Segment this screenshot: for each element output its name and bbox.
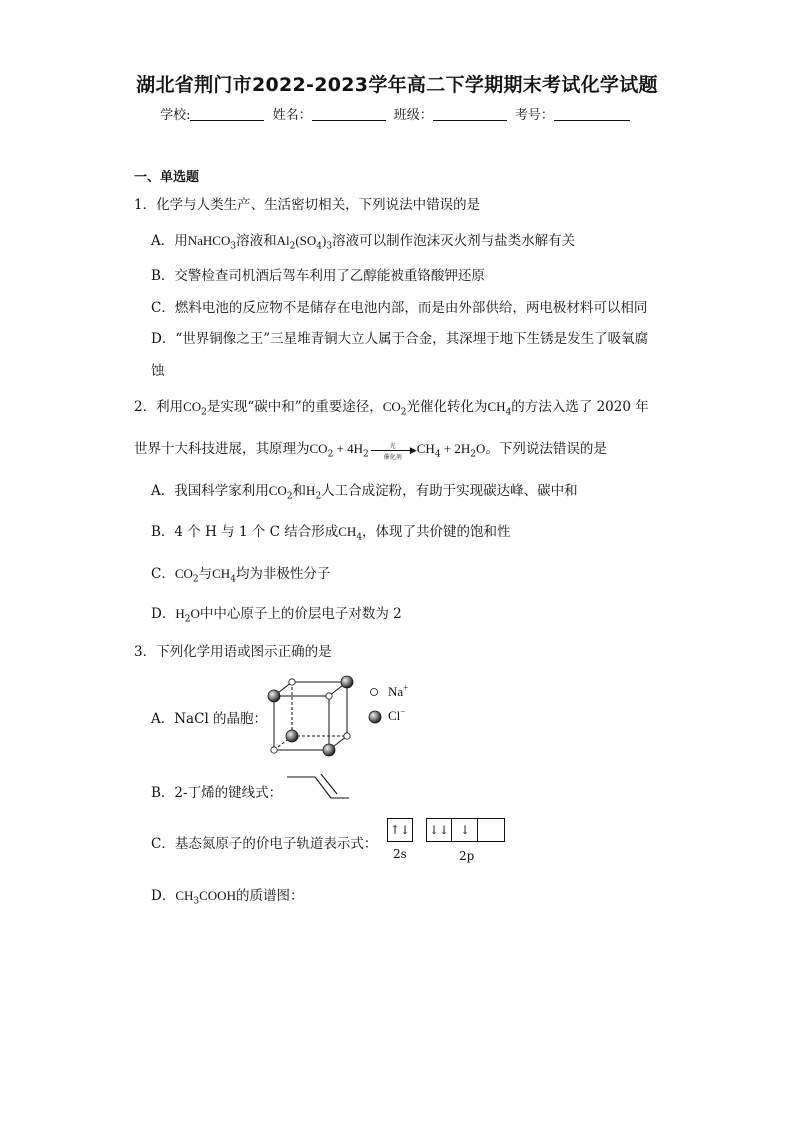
arrow-condition-bottom: 催化剂 xyxy=(383,453,402,461)
arrow-head-icon: ▶ xyxy=(409,445,417,456)
cl-ion xyxy=(323,744,335,756)
cl-ion xyxy=(341,676,353,688)
q3-option-d[interactable] xyxy=(151,884,304,907)
q2-option-c[interactable] xyxy=(151,562,331,585)
q2-l1-ch4-sub: 4 xyxy=(505,407,512,418)
na-ion xyxy=(344,733,350,739)
q2-stem-line1 xyxy=(134,395,649,418)
na-legend-sup: + xyxy=(403,682,409,693)
na-legend-icon xyxy=(368,686,380,698)
q2-l1-mid2: 光催化转化为 xyxy=(406,399,488,415)
q2-eq-h2o-sub: 2 xyxy=(470,449,477,460)
q2-a-and: 和 xyxy=(292,483,307,499)
q2-d-prefix: D． xyxy=(151,606,176,622)
exam-number-label: 考号： xyxy=(514,108,554,123)
cl-ion xyxy=(286,730,298,742)
q2-l1-co2-sub: 2 xyxy=(201,407,207,418)
q2-d-h2o2: O xyxy=(190,606,200,621)
q2-b-rest: ，体现了共价键的饱和性 xyxy=(362,524,511,540)
q1-a-sub3: 4 xyxy=(316,241,323,252)
q1-a-rest: 溶液可以制作泡沫灭火剂与盐类水解有关 xyxy=(332,233,576,249)
q2-b-prefix: B．4 个 H 与 1 个 C 结合形成 xyxy=(151,524,339,540)
q1-a-prefix: A．用 xyxy=(151,233,188,249)
q1-option-b[interactable]: B．交警检查司机酒后驾车利用了乙醇能被重铬酸钾还原 xyxy=(151,268,485,284)
q1-stem: 1．化学与人类生产、生活密切相关，下列说法中错误的是 xyxy=(134,197,481,213)
q1-a-chem4: ) xyxy=(322,233,327,248)
orbital-2s-box xyxy=(387,818,413,842)
q1-a-sub4: 3 xyxy=(326,241,333,252)
2-butene-skeletal-formula xyxy=(285,774,351,802)
q2-option-a[interactable] xyxy=(151,479,578,502)
q2-eq-left-sub: 2 xyxy=(327,449,334,460)
q2-eq-right3: O xyxy=(476,441,486,456)
cell-front-face xyxy=(274,696,329,750)
q2-b-ch4: CH xyxy=(338,524,357,539)
cl-legend-label xyxy=(388,708,405,724)
q2-l1-mid: 是实现“碳中和”的重要途径， xyxy=(206,399,383,415)
nacl-unit-cell-diagram xyxy=(262,670,362,762)
q2-a-prefix: A．我国科学家利用 xyxy=(151,483,269,499)
q2-l1-co2b: CO xyxy=(382,399,401,414)
q1-option-d-line1[interactable]: D．“世界铜像之王”三星堆青铜大立人属于合金，其深埋于地下生锈是发生了吸氧腐 xyxy=(151,331,649,347)
q3-d-prefix: D． xyxy=(151,888,176,904)
q2-d-rest: 中中心原子上的价层电子对数为 2 xyxy=(199,606,402,622)
q2-l1-co2: CO xyxy=(183,399,202,414)
q3-d-chem2: COOH xyxy=(199,888,236,903)
na-legend-label xyxy=(388,684,408,700)
q3-option-c-label[interactable]: C．基态氮原子的价电子轨道表示式： xyxy=(151,836,378,852)
q3-d-chem: CH xyxy=(175,888,194,903)
q2-l1-ch4: CH xyxy=(487,399,506,414)
q2-a-h2-sub: 2 xyxy=(315,491,322,502)
q2-c-rest: 均为非极性分子 xyxy=(235,566,331,582)
q3-stem: 3．下列化学用语或图示正确的是 xyxy=(134,644,332,660)
q1-a-chem3: (SO xyxy=(295,233,317,248)
q2-a-co2: CO xyxy=(268,483,287,498)
q1-option-c[interactable]: C．燃料电池的反应物不是储存在电池内部，而是由外部供给，两电极材料可以相同 xyxy=(151,300,648,316)
q1-a-sub1: 3 xyxy=(230,241,237,252)
q3-option-a-label[interactable]: A．NaCl 的晶胞： xyxy=(151,711,268,727)
q2-l1-co2b-sub: 2 xyxy=(400,407,407,418)
q2-option-b[interactable] xyxy=(151,520,511,543)
class-blank[interactable] xyxy=(433,108,507,121)
q2-c-co2: CO xyxy=(174,566,193,581)
q1-option-a[interactable] xyxy=(151,229,576,252)
q2-eq-right-sub: 4 xyxy=(434,449,441,460)
q2-l1-prefix: 2．利用 xyxy=(134,399,184,415)
class-label: 班级： xyxy=(393,108,433,123)
q2-l1-end: 的方法入选了 2020 年 xyxy=(511,399,649,415)
q3-d-rest: 的质谱图： xyxy=(235,888,304,904)
q2-l2-end: 。下列说法错误的是 xyxy=(485,441,607,457)
orbital-2p-cell-2: ↓ xyxy=(453,819,478,841)
cl-ion xyxy=(268,690,280,702)
q2-a-co2-sub: 2 xyxy=(286,491,293,502)
cl-legend-icon xyxy=(367,709,383,725)
orbital-2s-label: 2s xyxy=(393,847,407,861)
name-blank[interactable] xyxy=(312,108,386,121)
cl-legend-sup: − xyxy=(400,706,406,717)
orbital-2p-cell-3 xyxy=(479,819,503,841)
q2-c-co2-sub: 2 xyxy=(192,574,199,585)
orbital-2s-cell: ↑↓ xyxy=(389,823,411,837)
q2-d-h2o: H xyxy=(175,606,185,621)
q2-d-h2o-sub: 2 xyxy=(184,614,191,625)
q2-c-prefix: C． xyxy=(151,566,175,582)
orbital-2p-label: 2p xyxy=(459,849,475,863)
exam-number-blank[interactable] xyxy=(554,108,630,121)
q2-eq-plus: + 4H xyxy=(333,441,364,456)
na-ion xyxy=(271,747,277,753)
q2-eq-right: CH xyxy=(416,441,435,456)
na-legend-text: Na xyxy=(388,684,404,699)
school-label: 学校: xyxy=(160,108,191,123)
cl-legend-text: Cl xyxy=(388,708,401,723)
q1-a-sub2: 2 xyxy=(289,241,296,252)
q2-c-and: 与 xyxy=(198,566,213,582)
na-ion xyxy=(326,693,332,699)
reaction-arrow xyxy=(371,442,417,461)
q2-a-rest: 人工合成淀粉，有助于实现碳达峰、碳中和 xyxy=(321,483,578,499)
q2-c-ch4: CH xyxy=(212,566,231,581)
q3-option-b-label[interactable]: B．2-丁烯的键线式： xyxy=(151,785,283,801)
arrow-condition-top: 光 xyxy=(389,442,396,450)
section-title: 一、单选题 xyxy=(134,170,200,185)
q2-c-ch4-sub: 4 xyxy=(230,574,236,585)
q2-option-d[interactable] xyxy=(151,602,402,625)
q1-a-chem2: Al xyxy=(276,233,290,248)
name-label: 姓名： xyxy=(272,108,312,123)
orbital-2p-box xyxy=(426,818,505,842)
q2-eq-left: CO xyxy=(309,441,328,456)
q1-option-d-line2[interactable]: 蚀 xyxy=(151,363,165,379)
q2-l2-prefix: 世界十大科技进展，其原理为 xyxy=(134,441,310,457)
arrow-line xyxy=(371,450,415,451)
q2-a-h2: H xyxy=(306,483,316,498)
q2-b-ch4-sub: 4 xyxy=(356,532,363,543)
orbital-2p-cell-1: ↓↓ xyxy=(427,819,452,841)
school-blank[interactable] xyxy=(190,108,264,121)
page-title: 湖北省荆门市2022-2023学年高二下学期期末考试化学试题 xyxy=(136,74,658,96)
q3-d-chem-sub: 3 xyxy=(193,896,200,907)
student-info-line xyxy=(0,104,794,123)
q2-eq-right2: + 2H xyxy=(440,441,471,456)
q2-eq-h2-sub: 2 xyxy=(363,449,369,460)
q1-a-mid: 溶液和 xyxy=(236,233,277,249)
q2-stem-line2 xyxy=(134,437,607,461)
na-ion xyxy=(289,679,295,685)
q1-a-chem1: NaHCO xyxy=(187,233,231,248)
